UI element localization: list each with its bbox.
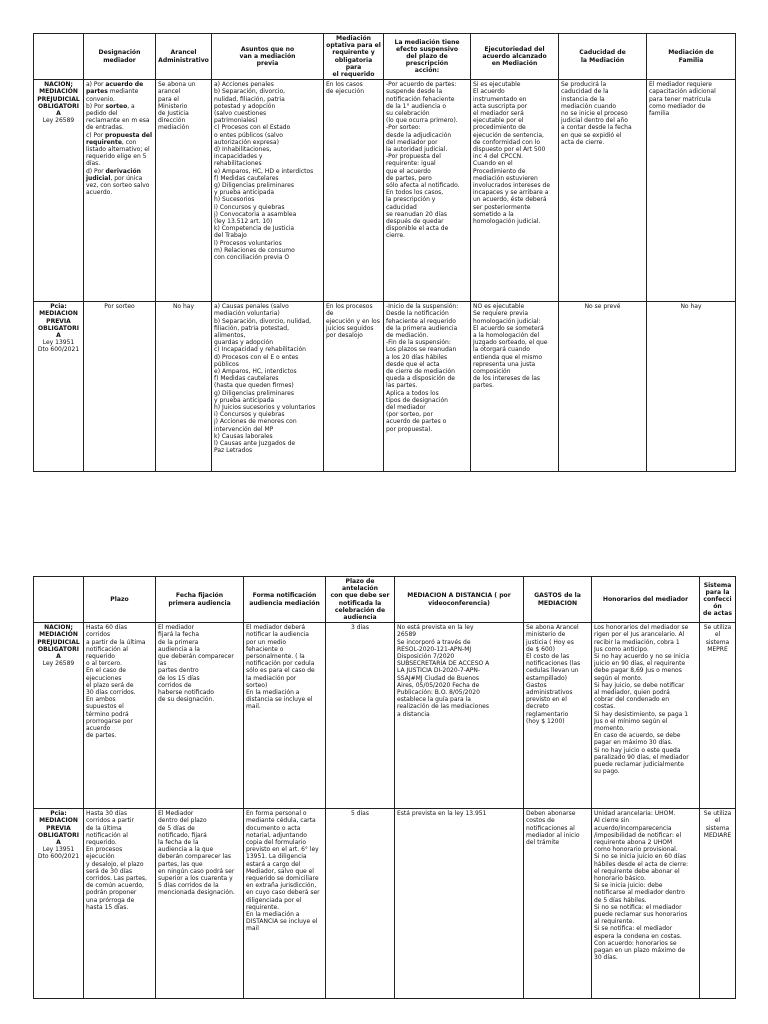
cell-designacion: Por sorteo [84,302,156,472]
row-label-text: Pcia: MEDIACION PREVIA OBLIGATORIA [38,303,79,340]
cell-distancia: Está prevista en la ley 13.951 [395,809,524,999]
cell-fecha: El Mediador dentro del plazo de 5 días de notificado, fijará la fecha de la audiencia a la que deberán comparecer las partes, las que en ningún caso podrá ser superior a los cuarenta y 5 días corridos de la mencionada designación. [156,809,244,999]
cell-optativa: En los casos de ejecución [324,80,384,302]
column-header-plazo: Plazo [84,577,156,623]
designacion-option-d: d) Por derivación judicial, por única vez, con sorteo salvo acuerdo. [86,167,150,197]
column-header [34,577,84,623]
cell-distancia: No está prevista en la ley 26589 Se incorporó a través de RESOL-2020-121-APN-MJ Disposición 7/2020 SUBSECRETARÍA DE ACCESO A LA JUSTICIA DI-2020-7-APN- SSAJ#MJ Ciudad de Buenos Aires, 05/05/2020 Fecha de Publicación: B.O. 8/05/2020 establece la guía para la realización de las mediaciones a distancia [395,623,524,809]
cell-plazo: Hasta 30 días corridos a partir de la última notificación al requerido. En procesos ejecución y desalojo, el plazo será de 30 días corridos. Las partes, de común acuerdo, podrán proponer una prórroga de hasta 15 días. [84,809,156,999]
column-header-familia: Mediación de Familia [647,34,736,80]
table-header-row [34,577,736,623]
row-label-nacion [34,80,84,302]
cell-honorarios: Unidad arancelaria: UHOM. Al cierre sin acuerdo/incomparecencia /imposibilidad de notificar: el requirente abona 2 UHOM como honorario provisional. Si no se inicia juicio en 60 días hábiles desde el acta de cierre: el requirente debe abonar el honorario básico. Si se inicia juicio: debe notificarse al mediador dentro de 5 días hábiles. Si no se notifica: el mediador puede reclamar sus honorarios al requirente. Si se notifica: el mediador espera la condena en costas. Con acuerdo: honorarios se pagan en un plazo máximo de 30 días. [592,809,700,999]
row-label-text: Pcia: MEDIACION PREVIA OBLIGATORI A [38,810,79,847]
row-label-nacion [34,623,84,809]
row-label-text: NACION; MEDIACIÓN PREJUDICIAL OBLIGATORIA [37,81,80,118]
table-row-nacion [34,623,736,809]
column-header-optativa: Mediación optativa para el requirente y obligatoria para el requerido [324,34,384,80]
row-law: Ley 26589 [42,660,75,668]
cell-ejecutoriedad: NO es ejecutable Se requiere previa homologación judicial: El acuerdo se someterá a la homologación del Juzgado sorteado, el que la otorgará cuando entienda que el mismo representa una justa composición de los intereses de las partes. [471,302,559,472]
designacion-option-a: a) Por acuerdo de partes mediante convenio. [86,81,144,103]
designacion-option-b: b) Por sorteo, a pedido del reclamante en m esa de entradas. [86,102,150,132]
cell-suspensivo: -Por acuerdo de partes: suspende desde la notificación fehaciente de la 1° audiencia o su celebración (lo que ocurra primero). -Por sorteo: desde la adjudicación del mediador por la autoridad judicial. -Por propuesta del requirente: igual que el acuerdo de partes, pero sólo afecta al notificado. En todos los casos, la prescripción y caducidad se reanudan 20 días después de quedar disponible el acta de cierre. [384,80,471,302]
column-header-suspensivo: La mediación tiene efecto suspensivo del plazo de prescripción acción: [384,34,471,80]
column-header-arancel: Arancel Administrativo [156,34,212,80]
column-header-antelacion: Plazo de antelación con que debe ser notificada la celebración de audiencia [326,577,395,623]
column-header-forma: Forma notificación audiencia mediación [244,577,326,623]
column-header-honorarios: Honorarios del mediador [592,577,700,623]
column-header-asuntos: Asuntos que no van a mediación previa [212,34,324,80]
cell-sistema: Se utiliza el sistema MEPRE [700,623,736,809]
cell-sistema: Se utiliza el sistema MEDIARE [700,809,736,999]
row-label-provincia [34,302,84,472]
cell-honorarios: Los honorarios del mediador se rigen por el Jus arancelario. Al recibir la mediación, cobra 1 Jus como anticipo. Si no hay acuerdo y no se inicia juicio en 90 días, el requirente debe pagar 8,69 Jus o menos según el monto. Si hay juicio, se debe notificar al mediador, quien podrá cobrar del condenado en costas. Si hay desistimiento, se paga 1 Jus o el mínimo según el momento. En caso de acuerdo, se debe pagar en máximo 30 días. Si no hay juicio o este queda paralizado 90 días, el mediador puede reclamar judicialmente su pago. [592,623,700,809]
cell-forma: El mediador deberá notificar la audiencia por un medio fehaciente o personalmente. ( la notificación por cedula sólo es para el caso de la mediación por sorteo) En la mediación a distancia se incluye el mail. [244,623,326,809]
row-law: Ley 26589 [42,117,75,125]
cell-caducidad: No se prevé [559,302,647,472]
cell-designacion [84,80,156,302]
cell-suspensivo: -Inicio de la suspensión: Desde la notificación fehaciente al requerido de la primera audiencia de mediación. -Fin de la suspensión: Los plazos se reanudan a los 20 días hábiles desde que el acta de cierre de mediación queda a disposición de las partes. Aplica a todos los tipos de designación del mediador (por sorteo, por acuerdo de partes o por propuesta). [384,302,471,472]
table-row-provincia [34,302,736,472]
column-header-caducidad: Caducidad de la Mediación [559,34,647,80]
column-header-sistema: Sistema para la confección de actas [700,577,736,623]
row-law: Ley 13951 Dto 600/2021 [37,846,80,861]
column-header-ejecutoriedad: Ejecutoriedad del acuerdo alcanzado en Mediación [471,34,559,80]
column-header-gastos: GASTOS de la MEDIACION [524,577,592,623]
cell-ejecutoriedad: Si es ejecutable El acuerdo instrumentado en acta suscripta por el mediador será ejecutable por el procedimiento de ejecución de sentencia, de conformidad con lo dispuesto por el Art 500 inc 4 del CPCCN. Cuando en el Procedimiento de mediación estuvieren involucrados intereses de incapaces y se arribare a un acuerdo, éste deberá ser posteriormente sometido a la homologación judicial. [471,80,559,302]
table-requisitos-mediacion [33,33,736,472]
cell-antelacion: 5 días [326,809,395,999]
designacion-option-c: c) Por propuesta del requirente, con listado alternativo; el requerido elige en 5 días. [86,131,153,168]
cell-arancel: Se abona un arancel para el Ministerio de Justicia dirección mediación [156,80,212,302]
column-header-distancia: MEDIACION A DISTANCIA ( por videoconferencia) [395,577,524,623]
cell-arancel: No hay [156,302,212,472]
column-header-designacion: Designación mediador [84,34,156,80]
table-row-provincia [34,809,736,999]
cell-fecha: El mediador fijará la fecha de la primera audiencia a la que deberán comparecer las partes dentro de los 15 días corridos de haberse notificado de su designación. [156,623,244,809]
row-label-text: NACION; MEDIACIÓN PREJUDICIAL OBLIGATORI A [37,624,80,661]
cell-antelacion: 3 días [326,623,395,809]
cell-familia: No hay [647,302,736,472]
cell-asuntos: a) Causas penales (salvo mediación voluntaria) b) Separación, divorcio, nulidad, filiación, patria potestad, alimentos, guardas y adopción c) Incapacidad y rehabilitación d) Procesos con el E o entes públicos e) Amparos, HC, interdictos f) Medidas cautelares (hasta que queden firmes) g) Diligencias preliminares y prueba anticipada h) Juicios sucesorios y voluntarios i) Concursos y quiebras j) Acciones de menores con intervención del MP k) Causas laborales l) Causas ante Juzgados de Paz Letrados [212,302,324,472]
cell-gastos: Se abona Arancel ministerio de justicia ( Hoy es de $ 600) El costo de las notificaciones (las cedulas llevan un estampillado) Gastos administrativos previsto en el decreto reglamentario (hoy $ 1200) [524,623,592,809]
cell-optativa: En los procesos de ejecución y en los juicios seguidos por desalojo [324,302,384,472]
row-law: Ley 13951 Dto 600/2021 [37,339,80,354]
table-header-row [34,34,736,80]
row-label-provincia [34,809,84,999]
column-header-fecha: Fecha fijación primera audiencia [156,577,244,623]
cell-gastos: Deben abonarse costos de notificaciones al mediador al inicio del trámite [524,809,592,999]
cell-plazo: Hasta 60 días corridos a partir de la última notificación al requerido o al tercero. En el caso de ejecuciones el plazo será de 30 días corridos. En ambos supuestos el término podrá prorrogarse por acuerdo de partes. [84,623,156,809]
cell-forma: En forma personal o mediante cédula, carta documento o acta notarial, adjuntando copia del formulario previsto en el art. 6° ley 13951. La diligencia estará a cargo del Mediador, salvo que el requerido se domiciliare en extraña jurisdicción, en cuyo caso deberá ser diligenciada por el requirente. En la mediación a DISTANCIA se incluye el mail [244,809,326,999]
column-header [34,34,84,80]
cell-asuntos: a) Acciones penales b) Separación, divorcio, nulidad, filiación, patria potestad y adopción (salvo cuestiones patrimoniales) c) Procesos con el Estado o entes públicos (salvo autorización expresa) d) Inhabilitaciones, incapacidades y rehabilitaciones e) Amparos, HC, HD e interdictos f) Medidas cautelares g) Diligencias preliminares y prueba anticipada h) Sucesorios i) Concursos y quiebras j) Convocatoria a asamblea (ley 13.512 art. 10) k) Competencia de Justicia del Trabajo l) Procesos voluntarios m) Relaciones de consumo con conciliación previa O [212,80,324,302]
table-row-nacion [34,80,736,302]
cell-familia: El mediador requiere capacitación adicional para tener matrícula como mediador de familia [647,80,736,302]
cell-caducidad: Se producirá la caducidad de la instancia de la mediación cuando no se inicie el proceso judicial dentro del año a contar desde la fecha en que se expidió el acta de cierre. [559,80,647,302]
table-procedimiento-mediacion [33,576,736,999]
